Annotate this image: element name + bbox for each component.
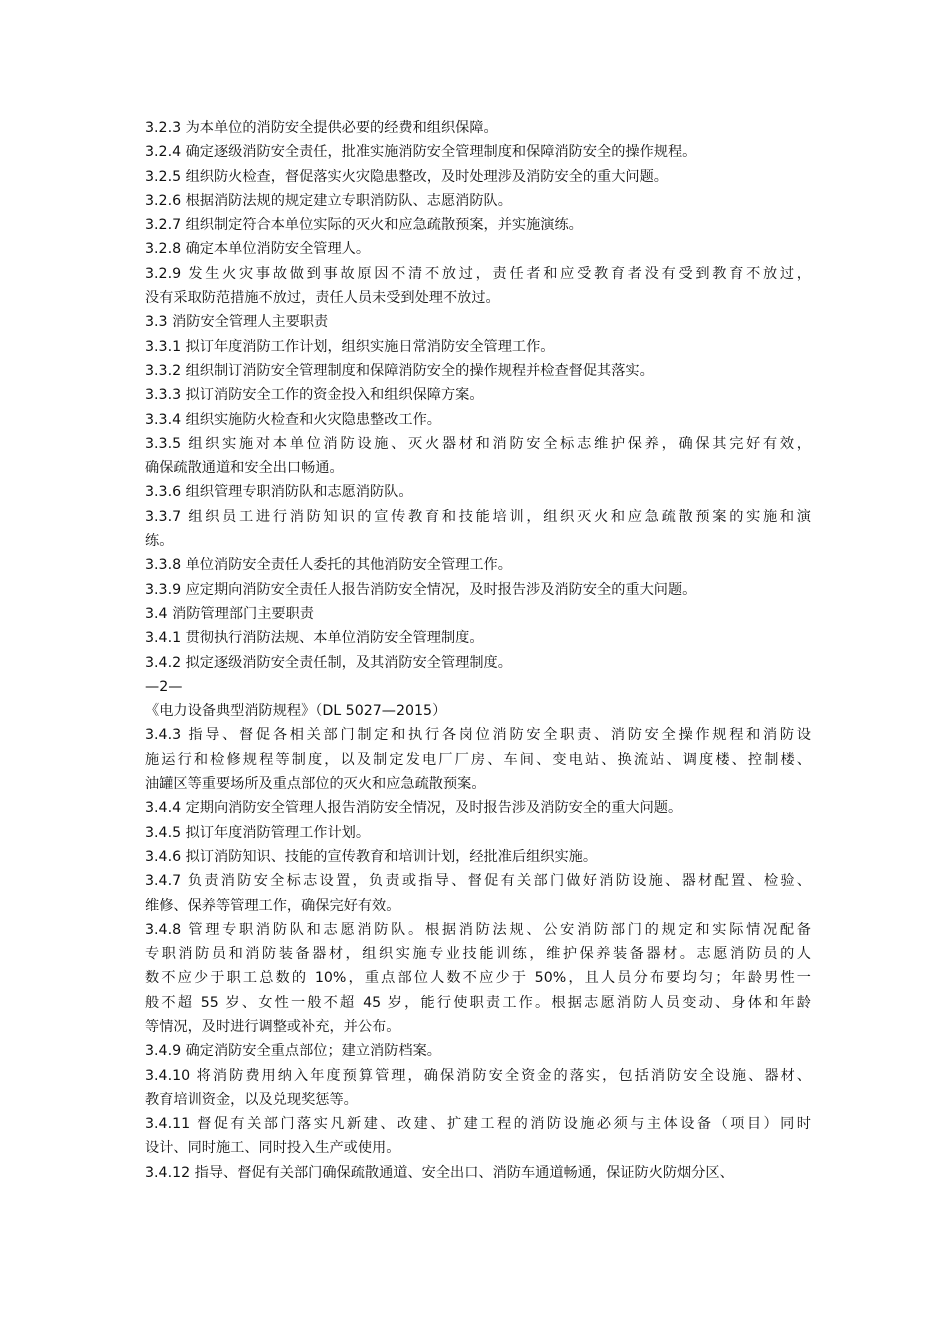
paragraph (145, 1064, 811, 1113)
text-line: 3.3.2 组织制订消防安全管理制度和保障消防安全的操作规程并检查督促其落实。 (145, 362, 654, 379)
text-line: 3.3.7 组织员工进行消防知识的宣传教育和技能培训，组织灭火和应急疏散预案的实施和演 (145, 508, 811, 525)
text-line: 3.4.3 指导、督促各相关部门制定和执行各岗位消防安全职责、消防安全操作规程和消防设 (145, 727, 811, 744)
text-line: 3.4.9 确定消防安全重点部位；建立消防档案。 (145, 1043, 441, 1060)
document-body (145, 116, 811, 1185)
text-line: 教育培训资金，以及兑现奖惩等。 (145, 1091, 358, 1108)
paragraph (145, 578, 811, 602)
text-line: 练。 (145, 533, 174, 550)
text-line: 3.3.5 组织实施对本单位消防设施、灭火器材和消防安全标志维护保养，确保其完好有效， (145, 435, 811, 452)
text-line: 3.4.8 管理专职消防队和志愿消防队。根据消防法规、公安消防部门的规定和实际情况配备 (145, 921, 811, 938)
text-line: 等情况，及时进行调整或补充，并公布。 (145, 1018, 401, 1035)
paragraph (145, 383, 811, 407)
paragraph (145, 505, 811, 554)
paragraph (145, 432, 811, 481)
paragraph (145, 140, 811, 164)
paragraph (145, 699, 811, 723)
paragraph (145, 116, 811, 140)
text-line: 3.4.2 拟定逐级消防安全责任制，及其消防安全管理制度。 (145, 654, 512, 671)
paragraph (145, 675, 811, 699)
text-line: 3.4.11 督促有关部门落实凡新建、改建、扩建工程的消防设施必须与主体设备（项目）同时 (145, 1116, 811, 1133)
text-line: 确保疏散通道和安全出口畅通。 (145, 460, 344, 477)
text-line: 3.4.10 将消防费用纳入年度预算管理，确保消防安全资金的落实，包括消防安全设施、器材、 (145, 1067, 811, 1084)
text-line: 没有采取防范措施不放过，责任人员未受到处理不放过。 (145, 290, 500, 307)
text-line: 3.2.9 发生火灾事故做到事故原因不清不放过，责任者和应受教育者没有受到教育不放过， (145, 265, 811, 282)
text-line: 3.2.5 组织防火检查，督促落实火灾隐患整改，及时处理涉及消防安全的重大问题。 (145, 168, 668, 185)
paragraph (145, 480, 811, 504)
text-line: 3.2.4 确定逐级消防安全责任，批准实施消防安全管理制度和保障消防安全的操作规程。 (145, 144, 697, 161)
text-line: 3.4.4 定期向消防安全管理人报告消防安全情况，及时报告涉及消防安全的重大问题。 (145, 800, 683, 817)
paragraph (145, 723, 811, 796)
text-line: 《电力设备典型消防规程》（DL 5027—2015） (145, 703, 447, 720)
paragraph (145, 651, 811, 675)
paragraph (145, 189, 811, 213)
text-line: 数不应少于职工总数的 10%，重点部位人数不应少于 50%，且人员分布要均匀；年龄男性一 (145, 970, 811, 987)
paragraph (145, 553, 811, 577)
text-line: 施运行和检修规程等制度，以及制定发电厂厂房、车间、变电站、换流站、调度楼、控制楼、 (145, 751, 811, 768)
text-line: 3.4.5 拟订年度消防管理工作计划。 (145, 824, 371, 841)
text-line: 3.3 消防安全管理人主要职责 (145, 314, 329, 331)
text-line: 油罐区等重要场所及重点部位的灭火和应急疏散预案。 (145, 776, 486, 793)
text-line: 3.3.6 组织管理专职消防队和志愿消防队。 (145, 484, 413, 501)
paragraph (145, 310, 811, 334)
paragraph (145, 796, 811, 820)
paragraph (145, 213, 811, 237)
text-line: 3.2.3 为本单位的消防安全提供必要的经费和组织保障。 (145, 120, 498, 136)
paragraph (145, 845, 811, 869)
paragraph (145, 821, 811, 845)
paragraph (145, 262, 811, 311)
text-line: 3.3.3 拟订消防安全工作的资金投入和组织保障方案。 (145, 387, 484, 404)
text-line: 维修、保养等管理工作，确保完好有效。 (145, 897, 401, 914)
text-line: 3.3.1 拟订年度消防工作计划，组织实施日常消防安全管理工作。 (145, 338, 555, 355)
paragraph (145, 1161, 811, 1185)
text-line: 3.2.8 确定本单位消防安全管理人。 (145, 241, 371, 258)
text-line: 3.2.7 组织制定符合本单位实际的灭火和应急疏散预案，并实施演练。 (145, 217, 583, 234)
text-line: 3.2.6 根据消防法规的规定建立专职消防队、志愿消防队。 (145, 192, 512, 209)
text-line: 3.3.8 单位消防安全责任人委托的其他消防安全管理工作。 (145, 557, 512, 574)
text-line: 专职消防员和消防装备器材，组织实施专业技能训练，维护保养装备器材。志愿消防员的人 (145, 946, 811, 963)
text-line: 3.3.4 组织实施防火检查和火灾隐患整改工作。 (145, 411, 441, 428)
text-line: 3.4 消防管理部门主要职责 (145, 605, 314, 622)
text-line: 设计、同时施工、同时投入生产或使用。 (145, 1140, 401, 1157)
paragraph (145, 869, 811, 918)
text-line: —2— (145, 678, 183, 695)
paragraph (145, 165, 811, 189)
paragraph (145, 237, 811, 261)
paragraph (145, 626, 811, 650)
paragraph (145, 359, 811, 383)
text-line: 3.3.9 应定期向消防安全责任人报告消防安全情况，及时报告涉及消防安全的重大问题。 (145, 581, 697, 598)
paragraph (145, 335, 811, 359)
paragraph (145, 918, 811, 1039)
text-line: 3.4.1 贯彻执行消防法规、本单位消防安全管理制度。 (145, 630, 484, 647)
paragraph (145, 1112, 811, 1161)
text-line: 3.4.6 拟订消防知识、技能的宣传教育和培训计划，经批准后组织实施。 (145, 848, 598, 865)
text-line: 般不超 55 岁、女性一般不超 45 岁，能行使职责工作。根据志愿消防人员变动、身体和年龄 (145, 994, 811, 1011)
paragraph (145, 1039, 811, 1063)
text-line: 3.4.7 负责消防安全标志设置，负责或指导、督促有关部门做好消防设施、器材配置、检验、 (145, 873, 811, 890)
paragraph (145, 408, 811, 432)
text-line: 3.4.12 指导、督促有关部门确保疏散通道、安全出口、消防车通道畅通，保证防火防烟分区、 (145, 1164, 734, 1181)
paragraph (145, 602, 811, 626)
